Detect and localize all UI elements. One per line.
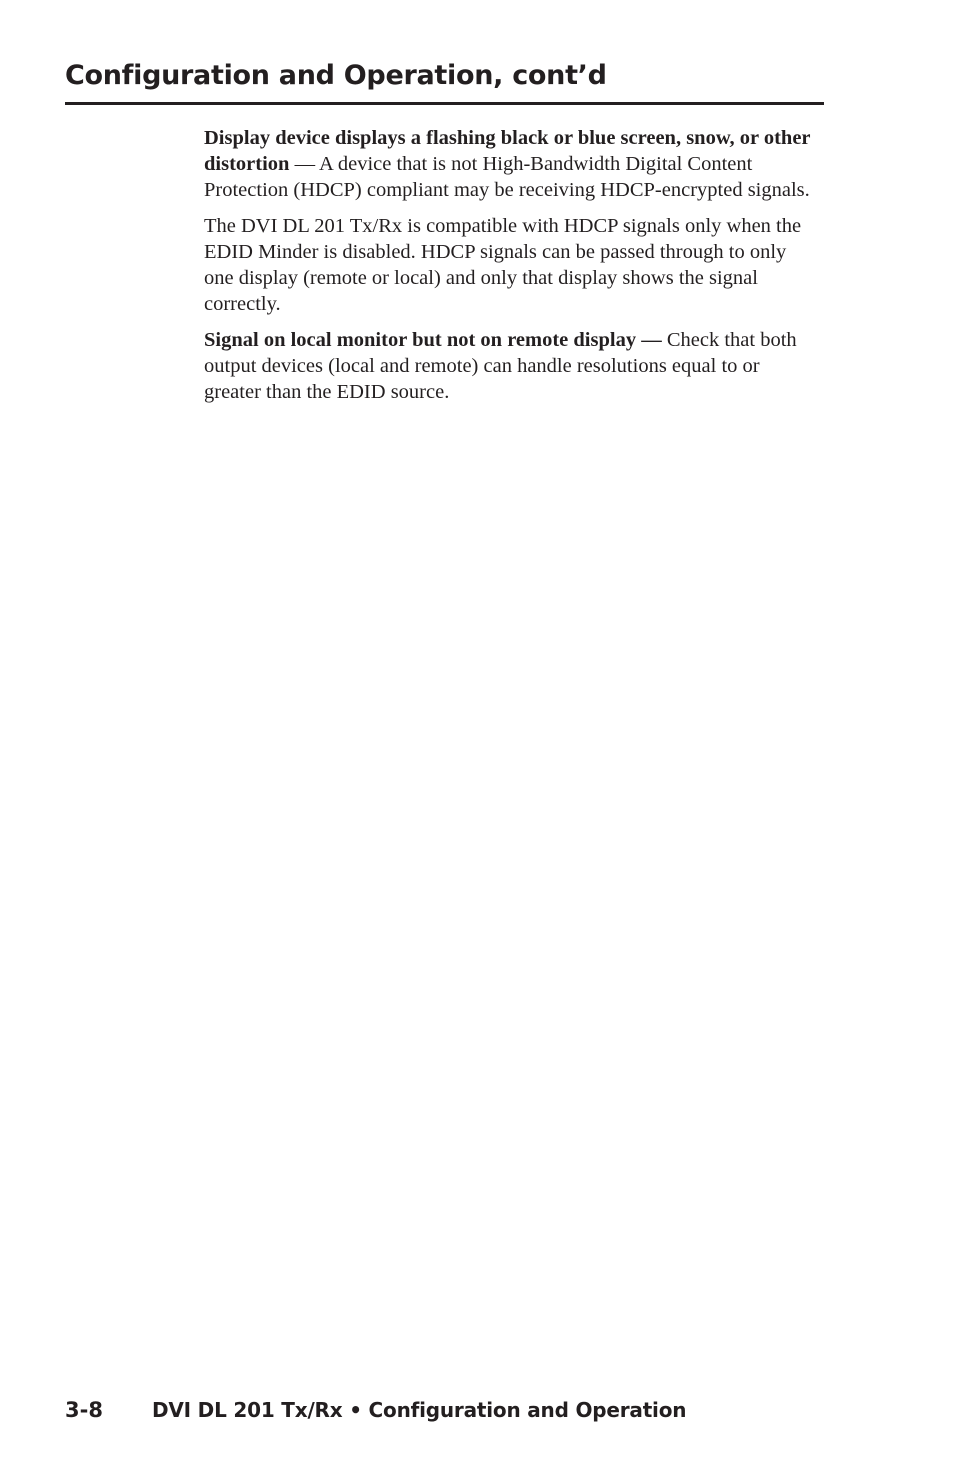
paragraph-text: The DVI DL 201 Tx/Rx is compatible with HDCP signals only when the EDID Minder is disabled. HDCP signals can be passed through to only one display (remote or local) and only that display shows the signal correctly. bbox=[204, 215, 802, 315]
paragraph-remote-display bbox=[204, 327, 819, 405]
page-number: 3-8 bbox=[65, 1398, 103, 1422]
footer-title: DVI DL 201 Tx/Rx • Configuration and Operation bbox=[152, 1398, 687, 1422]
paragraph-hdcp-distortion bbox=[204, 125, 819, 203]
paragraph-heading: Display device displays a flashing black or blue screen, snow, or other distortion bbox=[204, 127, 811, 175]
paragraph-text: Check that both output devices (local and remote) can handle resolutions equal to or greater than the EDID source. bbox=[204, 329, 797, 403]
page-title: Configuration and Operation, cont’d bbox=[65, 60, 607, 91]
page-footer bbox=[65, 1395, 825, 1427]
paragraph-text: — A device that is not High-Bandwidth Digital Content Protection (HDCP) compliant may be receiving HDCP-encrypted signals. bbox=[204, 153, 810, 201]
troubleshooting-content bbox=[204, 125, 819, 415]
paragraph-heading: Signal on local monitor but not on remote display — bbox=[204, 329, 662, 351]
paragraph-hdcp-compatibility bbox=[204, 213, 819, 317]
page-header bbox=[65, 58, 824, 105]
